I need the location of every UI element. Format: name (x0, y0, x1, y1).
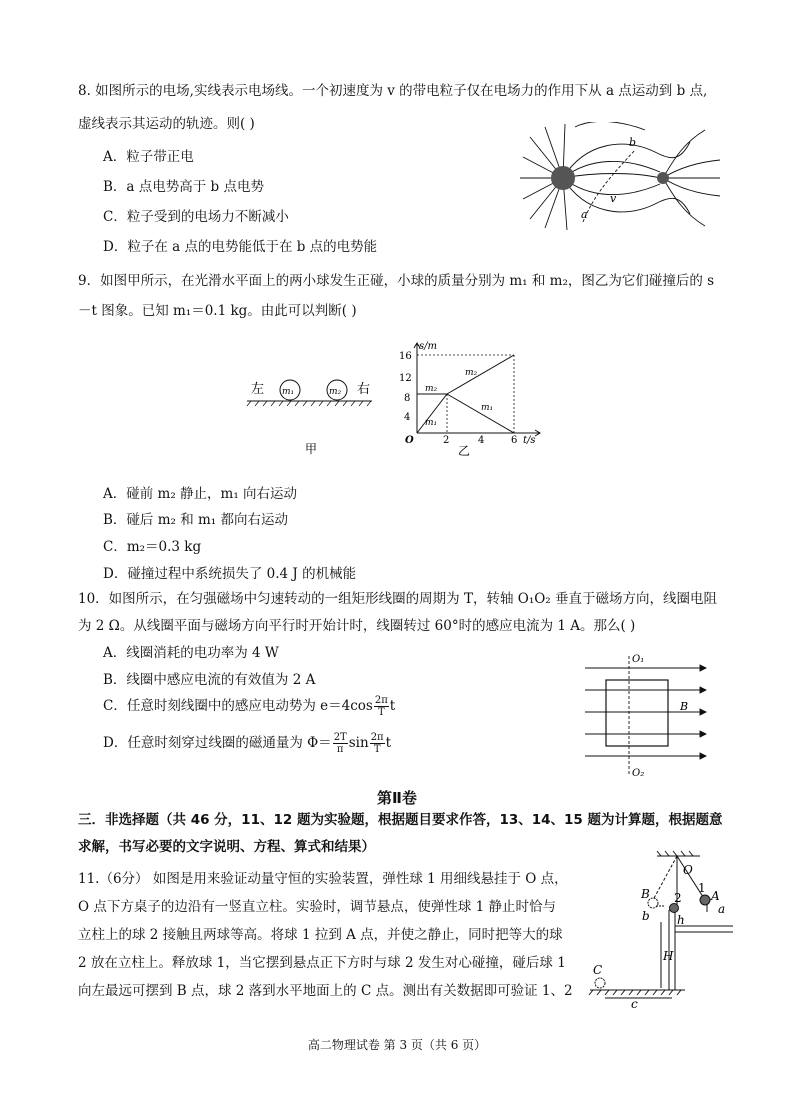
q10-option-d-text: D．任意时刻穿过线圈的磁通量为 Φ＝ (103, 735, 332, 751)
section-3-header-line1: 三．非选择题（共 46 分，11、12 题为实验题，根据题目要求作答，13、14、15 题为计算题，根据题意 (78, 812, 723, 828)
q9-yi-label-m2-left: m₂ (425, 384, 438, 394)
q10-fig-o1: O₁ (632, 654, 645, 665)
q10-option-d-den2: T (373, 744, 381, 755)
q10-option-d-num2: 2π (370, 732, 384, 743)
q10-option-c-t: t (389, 698, 396, 714)
q9-yi-label-m1-left: m₁ (425, 418, 438, 428)
q9-figure-yi-st-graph (395, 338, 550, 460)
q9-yi-xtick-6: 6 (511, 435, 518, 446)
q10-option-d[interactable] (103, 731, 391, 755)
q11-fig-B: B (641, 887, 650, 901)
q11-fig-C: C (593, 963, 603, 977)
q10-fig-o2: O₂ (632, 768, 645, 779)
q9-yi-ytick-4: 4 (404, 412, 411, 423)
q11-fig-H: H (663, 949, 674, 963)
q11-fig-2: 2 (674, 891, 682, 905)
q8-option-d[interactable]: D．粒子在 a 点的电势能低于在 b 点的电势能 (103, 239, 378, 255)
q9-jia-m2: m₂ (329, 387, 342, 397)
q9-yi-label-m2-right: m₂ (465, 368, 478, 378)
q8-fig-label-v: v (610, 192, 617, 205)
q9-yi-label-m1-right: m₁ (481, 403, 494, 413)
q9-yi-xlabel: t/s (523, 435, 536, 446)
q11-fig-1: 1 (698, 881, 706, 895)
q10-option-d-fraction-1 (333, 732, 348, 755)
q8-option-c[interactable]: C．粒子受到的电场力不断减小 (103, 209, 289, 225)
q10-option-d-sin: sin (348, 735, 369, 751)
q9-yi-xtick-4: 4 (478, 435, 485, 446)
section-2-title: 第Ⅱ卷 (377, 789, 417, 807)
q9-yi-xtick-2: 2 (443, 435, 450, 446)
q11-text-line3: 立柱上的球 2 接触且两球等高。将球 1 拉到 A 点，并使之静止，同时把等大的球 (78, 927, 563, 943)
q9-yi-origin: O (405, 435, 414, 446)
q9-yi-ytick-8: 8 (404, 393, 411, 404)
section-3-header-line2: 求解，书写必要的文字说明、方程、算式和结果） (78, 839, 375, 855)
q11-fig-h: h (677, 913, 685, 927)
q8-stem-line1: 8. 如图所示的电场,实线表示电场线。一个初速度为 v 的带电粒子仅在电场力的作用下从 a 点运动到 b 点, (78, 83, 708, 99)
q10-option-a[interactable]: A．线圈消耗的电功率为 4 W (103, 645, 279, 661)
q10-stem-line2: 为 2 Ω。从线圈平面与磁场方向平行时开始计时，线圈转过 60°时的感应电流为 1 A。那么( ) (78, 618, 636, 634)
q8-option-b[interactable]: B．a 点电势高于 b 点电势 (103, 179, 264, 195)
q9-figure-jia (245, 375, 375, 460)
q11-momentum-apparatus-figure (585, 848, 735, 1008)
q10-option-d-fraction-2 (370, 732, 385, 755)
q9-jia-right: 右 (357, 382, 371, 397)
q11-fig-O: O (683, 863, 693, 877)
q9-option-c[interactable]: C．m₂＝0.3 kg (103, 539, 202, 555)
q11-fig-c: c (631, 997, 638, 1008)
q10-option-d-num1: 2T (333, 732, 347, 743)
q9-yi-ylabel: s/m (419, 341, 437, 352)
q8-option-a[interactable]: A．粒子带正电 (103, 149, 194, 165)
q10-stem-line1: 10．如图所示，在匀强磁场中匀速转动的一组矩形线圈的周期为 T，转轴 O₁O₂ 垂直于磁场方向，线圈电阻 (78, 591, 718, 607)
q10-option-d-den1: π (336, 744, 344, 755)
q9-stem-line1: 9．如图甲所示，在光滑水平面上的两小球发生正碰，小球的质量分别为 m₁ 和 m₂，图乙为它们碰撞后的 s (78, 273, 715, 289)
q8-stem-line2: 虚线表示其运动的轨迹。则( ) (78, 116, 255, 132)
q11-text-line4: 2 放在立柱上。释放球 1，当它摆到悬点正下方时与球 2 发生对心碰撞，碰后球 1 (78, 955, 566, 971)
q8-fig-label-a: a (581, 208, 588, 221)
q8-fig-label-b: b (629, 136, 637, 149)
q11-text-line2: O 点下方桌子的边沿有一竖直立柱。实验时，调节悬点，使弹性球 1 静止时恰与 (78, 899, 557, 915)
page-footer: 高二物理试卷 第 3 页（共 6 页） (307, 1038, 487, 1052)
q10-fig-b: B (680, 700, 689, 713)
q9-option-a[interactable]: A．碰前 m₂ 静止，m₁ 向右运动 (103, 486, 298, 502)
q9-stem-line2: －t 图象。已知 m₁＝0.1 kg。由此可以判断( ) (78, 303, 357, 319)
q10-option-c-num: 2π (374, 695, 388, 706)
q10-option-c[interactable] (103, 694, 395, 718)
q11-text-line1: 11.（6分） 如图是用来验证动量守恒的实验装置，弹性球 1 用细线悬挂于 O 点， (78, 871, 568, 887)
q9-jia-caption: 甲 (305, 442, 318, 456)
q9-yi-caption: 乙 (458, 444, 471, 458)
q10-option-c-fraction (374, 695, 389, 718)
q9-yi-ytick-16: 16 (399, 351, 412, 362)
q11-fig-b: b (642, 909, 650, 923)
q10-option-d-t: t (385, 735, 392, 751)
q11-text-line5: 向左最远可摆到 B 点，球 2 落到水平地面上的 C 点。测出有关数据即可验证 1、2 (78, 983, 573, 999)
q10-option-c-den: T (377, 707, 385, 718)
q9-jia-left: 左 (251, 382, 265, 397)
q9-jia-m1: m₁ (282, 387, 295, 397)
q9-option-b[interactable]: B．碰后 m₂ 和 m₁ 都向右运动 (103, 512, 289, 528)
q9-option-d[interactable]: D．碰撞过程中系统损失了 0.4 J 的机械能 (103, 566, 357, 582)
q10-coil-magnetic-field-figure (580, 650, 710, 780)
q8-electric-field-figure (515, 122, 725, 232)
q10-option-c-text: C．任意时刻线圈中的感应电动势为 e＝4cos (103, 698, 373, 714)
q11-fig-A: A (711, 889, 720, 903)
q11-fig-a: a (718, 902, 726, 916)
q10-option-b[interactable]: B．线圈中感应电流的有效值为 2 A (103, 672, 316, 688)
q9-yi-ytick-12: 12 (399, 373, 412, 384)
